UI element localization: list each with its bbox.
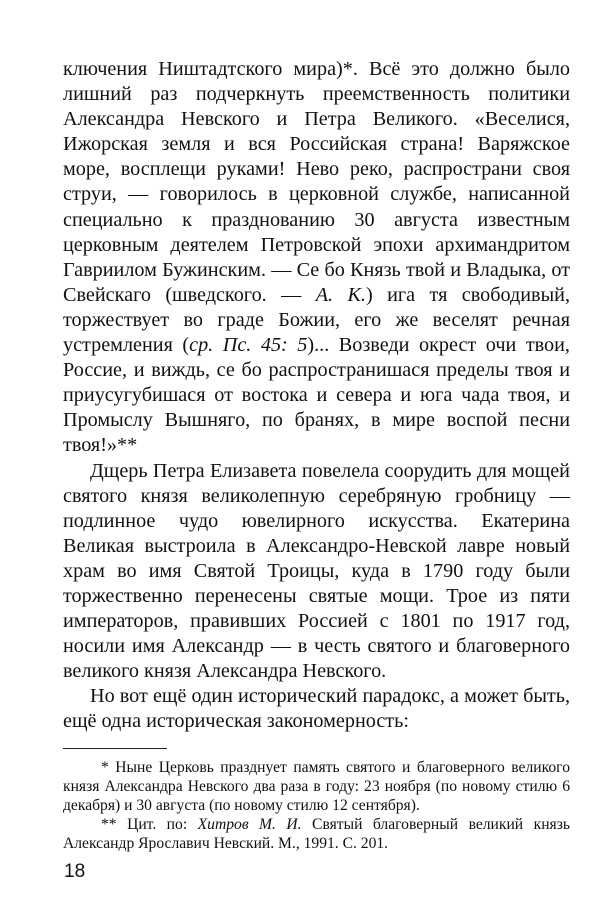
footnote-2-text: Святый благоверный великий князь Александр Ярославич Невский. М., 1991. С. 201. [63, 815, 570, 852]
paragraph-1-text: ключения Ништадтского мира)*. Всё это должно было лишний раз подчеркнуть преемственность политики Александра Невского и Петра Великого. «Веселися, Ижорская земля и вся Российская страна! Варяжское море, восплещи руками! Нево реко, распространи своя струи, — говорилось в церковной службе, написанной специально к празднованию 30 августа известным церковным деятелем Петровской эпохи архимандритом Гавриилом Бужинским. — Се бо Князь твой и Владыка, от Свейскаго (шведского. — [63, 58, 570, 306]
footnote-2 [63, 815, 570, 853]
paragraph-2 [63, 459, 570, 685]
paragraph-1 [63, 57, 570, 459]
footnote-separator [63, 748, 167, 749]
paragraph-3 [63, 684, 570, 734]
paragraph-1-text-end: )... Возведи окрест очи твои, Россие, и виждь, се бо распространишася пределы твоя и приусугубишася от востока и севера и юга чада твоя, и Промыслу Вышняго, по бранях, в мире воспой песни твоя!»** [63, 334, 570, 457]
footnote-1-text: * Ныне Церковь празднует память святого и благоверного великого князя Александра Невского два раза в году: 23 ноября (по новому стилю 6 декабря) и 30 августа (по новому стилю 12 сентября). [63, 758, 570, 814]
paragraph-2-text: Дщерь Петра Елизавета повелела соорудить для мощей святого князя великолепную серебряную гробницу — подлинное чудо ювелирного искусства. Екатерина Великая выстроила в Александро-Невской лавре новый храм во имя Святой Троицы, куда в 1790 году были торжественно перенесены святые мощи. Трое из пяти императоров, правивших Россией с 1801 по 1917 год, носили имя Александр — в честь святого и благоверного великого князя Александра Невского. [63, 459, 570, 683]
paragraph-1-text-cont: ) ига тя свободивый, торжествует во граде Божии, его же веселят речная устремления ( [63, 283, 570, 357]
cited-author: Хитров М. И. [197, 815, 302, 833]
main-text [63, 57, 570, 735]
page-number: 18 [64, 861, 86, 882]
paragraph-3-text: Но вот ещё один исторический парадокс, а может быть, ещё одна историческая закономерность: [63, 685, 570, 733]
footnotes [63, 758, 570, 853]
footnote-2-prefix: ** Цит. по: [101, 815, 198, 833]
psalm-reference: ср. Пс. 45: 5 [189, 334, 308, 357]
footnote-1 [63, 758, 570, 815]
author-initials: А. К. [315, 283, 366, 306]
book-page [63, 57, 570, 853]
